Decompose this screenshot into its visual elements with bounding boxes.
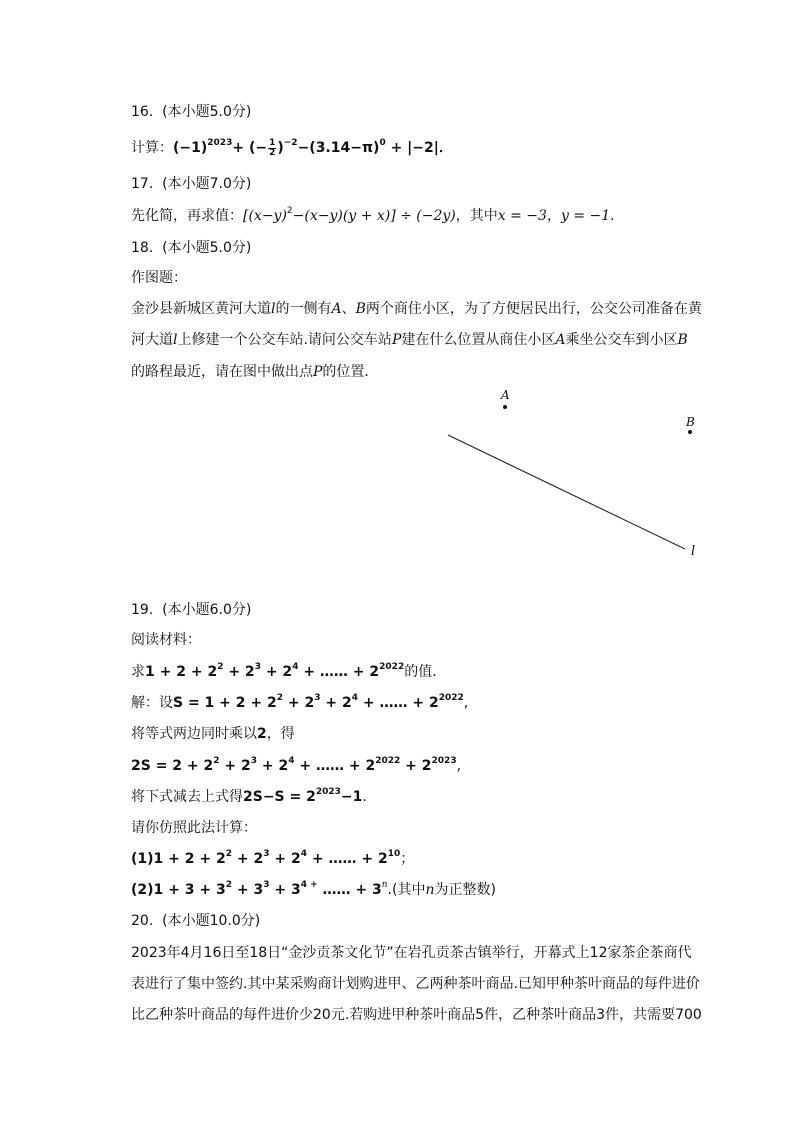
q19-l2e1: 2 <box>217 662 224 673</box>
q16-frac-num: 1 <box>269 137 276 148</box>
q19-l9d: …… + 3 <box>317 882 382 898</box>
q16-expr-a: (−1) <box>173 140 208 156</box>
q19-l8c: + 2 <box>269 851 301 867</box>
q19-l9e1: 2 <box>225 880 232 891</box>
point-a <box>503 405 507 409</box>
q19-line-3 <box>131 693 468 713</box>
q19-l8e3: 4 <box>300 849 307 860</box>
q16-exp-neg2: −2 <box>283 138 298 149</box>
q19-l9n: n <box>425 882 435 898</box>
line-l <box>448 435 685 549</box>
q18-p2c: 建在什么位置从商住小区 <box>401 332 556 348</box>
q18-paragraph-line-2 <box>131 330 688 350</box>
q17-expr-a: [(x−y) <box>243 208 287 224</box>
q18-p1b: 的一侧有 <box>275 301 332 317</box>
q19-l4b: 2 <box>257 726 267 742</box>
q18-p3a: 的路程最近，请在图中做出点 <box>131 364 313 380</box>
q18-p2d: 乘坐公交车到小区 <box>565 332 678 348</box>
q19-l2e4: 2022 <box>379 662 405 673</box>
q16-fraction <box>268 139 276 158</box>
q18-p1-var-a: A <box>331 301 342 317</box>
q18-p3b: 的位置． <box>322 364 379 380</box>
q18-header: 18. (本小题5.0分) <box>131 240 252 256</box>
q16-expr-c: ) <box>277 140 284 156</box>
q18-p2a: 河大道 <box>131 332 173 348</box>
q17-text-d: . <box>610 208 615 224</box>
q19-l6b: 2S−S = 2 <box>243 789 316 805</box>
q16-problem <box>131 138 453 158</box>
q19-l2a: 求 <box>131 664 145 680</box>
q16-label: 计算： <box>131 140 173 156</box>
q16-exp-2023: 2023 <box>207 138 233 149</box>
q19-l3e2: 3 <box>314 693 321 704</box>
q18-p1-var-b: B <box>355 301 366 317</box>
q18-p2b: 上修建一个公交车站.请问公交车站 <box>177 332 392 348</box>
q18-p3-var-p: P <box>313 364 323 380</box>
q16-expr-e: + |−2|． <box>385 140 453 156</box>
q19-l8b: + 2 <box>231 851 264 867</box>
q19-l4a: 将等式两边同时乘以 <box>131 726 257 742</box>
q18-paragraph-line-1 <box>131 299 702 319</box>
q19-l5e2: 3 <box>250 756 258 767</box>
q17-problem <box>131 206 615 226</box>
q19-l2c: + 2 <box>223 664 255 680</box>
q18-p1c: 、 <box>341 301 356 317</box>
q19-l5f: + 2 <box>400 758 432 774</box>
q19-l3e4: 2022 <box>438 693 464 704</box>
q19-l9a: (2)1 + 3 + 3 <box>131 882 226 898</box>
q19-l5e1: 2 <box>213 756 220 767</box>
q19-l8a: (1)1 + 2 + 2 <box>131 851 226 867</box>
q18-p1a: 金沙县新城区黄河大道 <box>131 301 271 317</box>
q19-l9c: + 3 <box>269 882 301 898</box>
point-a-label: A <box>501 388 510 402</box>
q16-header: 16. (本小题5.0分) <box>131 104 252 120</box>
q19-l2f: + …… + 2 <box>298 664 380 680</box>
q19-l5b: + 2 <box>219 758 251 774</box>
point-b-label: B <box>686 415 695 429</box>
q19-l6a: 将下式减去上式得 <box>131 789 243 805</box>
q19-l9b: + 3 <box>231 882 264 898</box>
q19-line-5 <box>131 756 461 776</box>
q20-header: 20. (本小题10.0分) <box>131 913 261 929</box>
q19-l9f: .(其中 <box>387 882 426 898</box>
q19-l2g: 的值． <box>404 664 447 680</box>
q19-l6d: ． <box>362 789 377 805</box>
q17-text-a: 先化简，再求值： <box>131 208 243 224</box>
q16-frac-den: 2 <box>269 147 276 158</box>
q19-line-8 <box>131 849 414 869</box>
q19-l3d: + 2 <box>320 695 352 711</box>
q18-title: 作图题： <box>131 270 187 286</box>
q20-paragraph-line-3: 比乙种茶叶商品的每件进价少20元.若购进甲种茶叶商品5件，乙种茶叶商品3件，共需要700 <box>131 1007 702 1023</box>
q19-l8f: ； <box>400 851 415 867</box>
q19-l3f: + …… + 2 <box>358 695 439 711</box>
q18-p2-var-b: B <box>677 332 688 348</box>
q19-line-9 <box>131 880 496 900</box>
q19-l8e4: 10 <box>387 849 401 860</box>
q19-l8e1: 2 <box>225 849 232 860</box>
q20-paragraph-line-2: 表进行了集中签约.其中某采购商计划购进甲、乙两种茶叶商品.已知甲种茶叶商品的每件进价 <box>131 976 700 992</box>
q19-line-4 <box>131 724 295 744</box>
q19-l3e1: 2 <box>276 693 284 704</box>
q19-l5d: + …… + 2 <box>294 758 376 774</box>
q19-l5a: 2S = 2 + 2 <box>131 758 214 774</box>
q17-cond-x: x = −3 <box>497 208 547 224</box>
q19-l3a: 解：设 <box>131 695 173 711</box>
q19-l9e3: 4 + <box>300 880 318 891</box>
q16-expr-b: + (− <box>232 140 268 156</box>
q19-line-7: 请你仿照此法计算： <box>131 820 257 836</box>
q18-p2-var-a: A <box>555 332 566 348</box>
q20-paragraph-line-1: 2023年4月16日至18日“金沙贡茶文化节”在岩孔贡茶古镇举行，开幕式上12家茶企茶商代 <box>131 945 692 961</box>
q19-l8e2: 3 <box>263 849 270 860</box>
q17-text-b: ，其中 <box>455 208 498 224</box>
q19-l2b: 1 + 2 + 2 <box>145 664 218 680</box>
q18-p1-var-l: l <box>271 301 276 317</box>
q19-l3g: , <box>463 695 469 711</box>
q18-figure <box>440 385 710 565</box>
q19-line-2 <box>131 662 446 682</box>
q19-l3e3: 4 <box>351 693 359 704</box>
q19-l5e4: 2022 <box>375 756 401 767</box>
q16-expr-d: −(3.14−π) <box>297 140 380 156</box>
q19-header: 19. (本小题6.0分) <box>131 602 252 618</box>
q18-paragraph-line-3 <box>131 362 378 382</box>
q19-l8d: + …… + 2 <box>306 851 388 867</box>
q19-l9e2: 3 <box>263 880 270 891</box>
q19-l9g: 为正整数) <box>434 882 496 898</box>
point-b <box>688 430 692 434</box>
q19-l3b: S = 1 + 2 + 2 <box>173 695 277 711</box>
q19-l5c: + 2 <box>257 758 289 774</box>
q17-expr-b: −(x−y)(y + x)] ÷ (−2y) <box>292 208 456 224</box>
line-l-label: l <box>691 544 696 559</box>
q17-header: 17. (本小题7.0分) <box>131 176 252 192</box>
q16-exp-0: 0 <box>379 138 386 149</box>
q17-exp-2: 2 <box>286 206 293 217</box>
q19-l6c: −1 <box>340 789 363 805</box>
q17-text-c: ， <box>546 208 561 224</box>
q18-p2-var-p: P <box>391 332 402 348</box>
q18-p2-var-l: l <box>173 332 178 348</box>
q19-l2d: + 2 <box>260 664 293 680</box>
q19-line-1: 阅读材料： <box>131 632 201 648</box>
q19-l5e5: 2023 <box>431 756 457 767</box>
q19-l3c: + 2 <box>283 695 315 711</box>
q18-p1d: 两个商住小区，为了方便居民出行，公交公司准备在黄 <box>365 301 702 317</box>
q19-l5g: , <box>456 758 462 774</box>
q19-l6e1: 2023 <box>315 787 341 798</box>
q19-l2e3: 4 <box>292 662 299 673</box>
q17-cond-y: y = −1 <box>560 208 611 224</box>
q19-l4c: ，得 <box>266 726 295 742</box>
q19-l9e4: n <box>381 880 388 891</box>
q19-line-6 <box>131 787 376 807</box>
q19-l5e3: 4 <box>288 756 295 767</box>
q19-l2e2: 3 <box>254 662 261 673</box>
